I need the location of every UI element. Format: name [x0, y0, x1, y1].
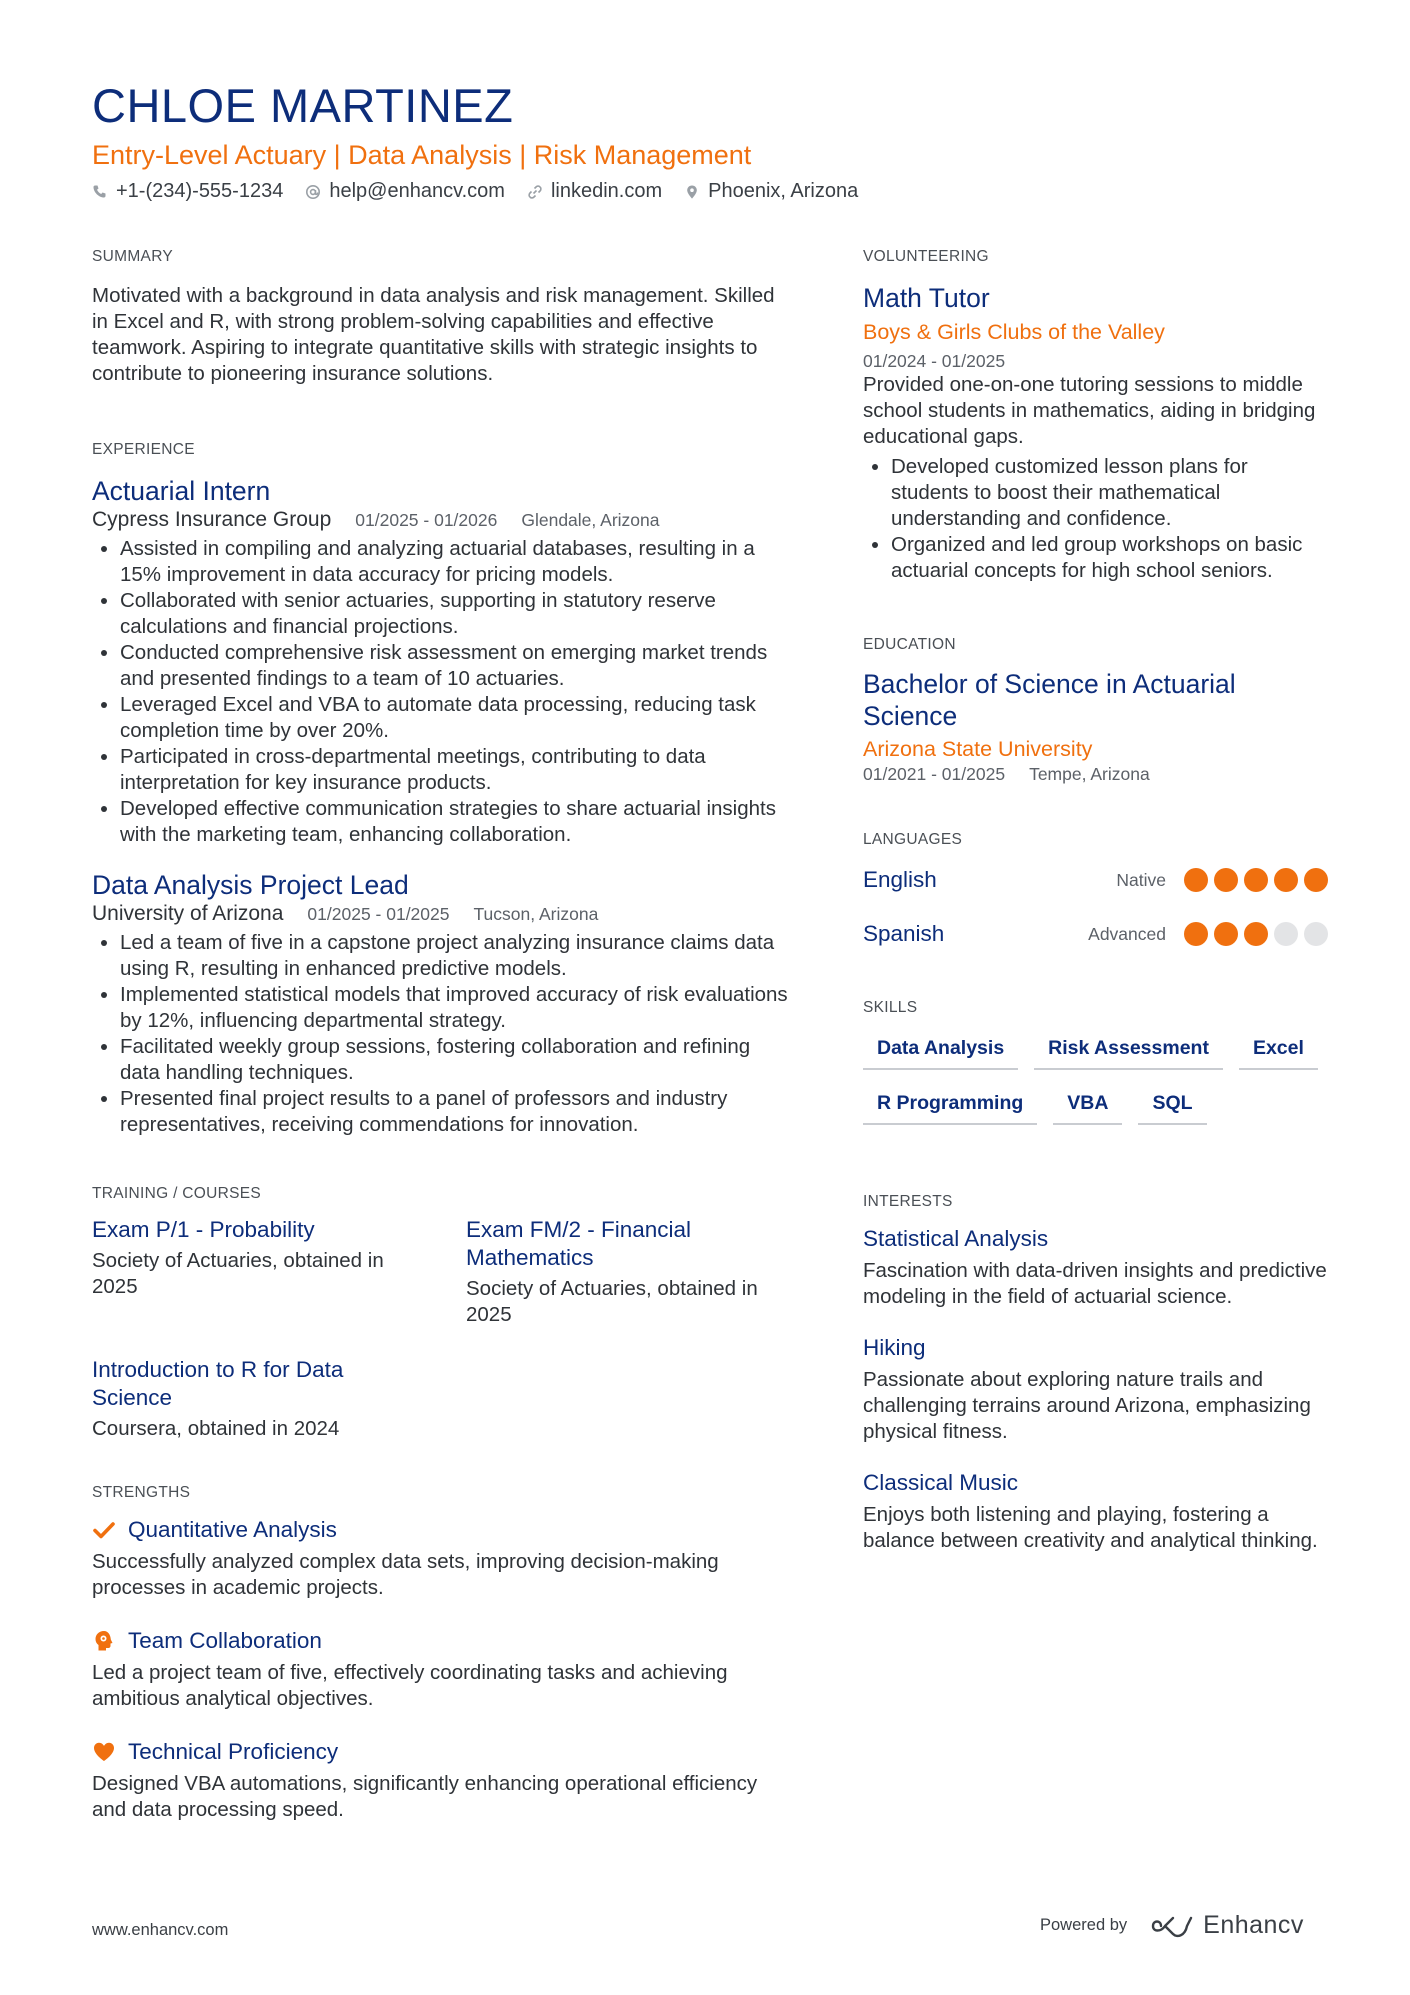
strength-title: Technical Proficiency [128, 1739, 339, 1764]
language-row [863, 853, 1328, 907]
education-degree: Bachelor of Science in Actuarial Science [863, 669, 1236, 731]
volunteer-bullets [863, 454, 1328, 584]
strength-header [92, 1738, 792, 1766]
strength-item [92, 1738, 792, 1823]
strength-desc: Led a project team of five, effectively coordinating tasks and achieving ambitious analytical objectives. [92, 1661, 728, 1710]
language-level: Native [1116, 869, 1166, 890]
contact-email[interactable] [305, 180, 505, 203]
rating-dot-filled [1274, 868, 1298, 892]
strength-header [92, 1627, 792, 1655]
training-grid [92, 1216, 792, 1442]
interest-desc: Enjoys both listening and playing, fostering a balance between creativity and analytical thinking. [863, 1503, 1318, 1552]
footer-website[interactable]: www.enhancv.com [92, 1921, 229, 1939]
job-bullet: • Implemented statistical models that improved accuracy of risk evaluations by 12%, influencing departmental strategy. [120, 982, 792, 1034]
job-dates: 01/2025 - 01/2026 [355, 510, 498, 530]
skill-tag: Excel [1239, 1037, 1318, 1070]
contact-bar [92, 180, 858, 203]
strength-item [92, 1627, 792, 1712]
job-bullets [92, 536, 792, 848]
job-meta-row [92, 902, 792, 926]
job-location: Tucson, Arizona [473, 904, 599, 924]
interest-title: Statistical Analysis [863, 1226, 1049, 1251]
skill-tag: Risk Assessment [1034, 1037, 1223, 1070]
training-desc: Coursera, obtained in 2024 [92, 1417, 340, 1440]
head-icon [92, 1629, 116, 1653]
training-desc: Society of Actuaries, obtained in 2025 [466, 1277, 758, 1326]
rating-dot-filled [1244, 922, 1268, 946]
interest-desc: Fascination with data-driven insights and predictive modeling in the field of actuarial science. [863, 1259, 1327, 1308]
candidate-name: CHLOE MARTINEZ [92, 79, 514, 132]
job-bullet: • Facilitated weekly group sessions, fostering collaboration and refining data handling techniques. [120, 1034, 792, 1086]
strength-desc: Designed VBA automations, significantly enhancing operational efficiency and data processing speed. [92, 1772, 758, 1821]
training-section [92, 1185, 792, 1442]
education-location: Tempe, Arizona [1029, 764, 1150, 784]
contact-location [684, 180, 858, 203]
rating-dot-filled [1184, 922, 1208, 946]
rating-dot-empty [1304, 922, 1328, 946]
job-bullet: • Developed effective communication strategies to share actuarial insights with the marketing team, enhancing collaboration. [120, 796, 792, 848]
location-text: Phoenix, Arizona [708, 180, 859, 202]
interest-item [863, 1225, 1328, 1310]
volunteer-role: Math Tutor [863, 283, 990, 313]
enhancv-logo-icon [1149, 1914, 1195, 1938]
language-name: English [863, 867, 937, 892]
interest-item [863, 1334, 1328, 1445]
skills-section [863, 999, 1328, 1125]
job-meta-row [92, 508, 792, 532]
job-location: Glendale, Arizona [521, 510, 660, 530]
skill-tag: VBA [1053, 1092, 1122, 1125]
training-item [92, 1356, 426, 1442]
job-bullet: • Leveraged Excel and VBA to automate data processing, reducing task completion time by over 20%. [120, 692, 792, 744]
training-title: Introduction to R for Data Science [92, 1357, 344, 1410]
skill-tag: Data Analysis [863, 1037, 1018, 1070]
job-bullet: • Presented final project results to a panel of professors and industry representatives, receiving commendations for innovation. [120, 1086, 792, 1138]
right-column [863, 248, 1328, 1554]
volunteer-desc: Provided one-on-one tutoring sessions to middle school students in mathematics, aiding in bridging educational gaps. [863, 373, 1316, 448]
strength-title: Team Collaboration [128, 1628, 322, 1653]
strength-title: Quantitative Analysis [128, 1517, 337, 1542]
contact-phone [92, 180, 283, 203]
job-bullet: • Conducted comprehensive risk assessment on emerging market trends and presented findings to a team of 10 actuaries. [120, 640, 792, 692]
job-bullet: • Led a team of five in a capstone project analyzing insurance claims data using R, resulting in enhanced predictive models. [120, 930, 792, 982]
education-section [863, 636, 1328, 785]
job-entry [92, 474, 792, 848]
summary-text: Motivated with a background in data analysis and risk management. Skilled in Excel and R, with strong problem-solving capabilities and effective teamwork. Aspiring to integrate quantitative skills with strategic insights to contribute to pioneering insurance solutions. [92, 284, 775, 385]
job-bullet: • Assisted in compiling and analyzing actuarial databases, resulting in a 15% improvement in data accuracy for pricing models. [120, 536, 792, 588]
language-row [863, 907, 1328, 961]
strengths-heading: STRENGTHS [92, 1484, 191, 1501]
rating-dot-empty [1274, 922, 1298, 946]
job-entry [92, 868, 792, 1138]
email-text: help@enhancv.com [329, 180, 505, 202]
education-heading: EDUCATION [863, 636, 956, 653]
at-icon [305, 184, 321, 200]
training-title: Exam P/1 - Probability [92, 1217, 315, 1242]
left-column [92, 248, 792, 1823]
phone-icon [92, 184, 108, 200]
contact-linkedin[interactable] [527, 180, 662, 203]
strengths-section [92, 1484, 792, 1823]
strength-item [92, 1516, 792, 1601]
education-school: Arizona State University [863, 737, 1093, 761]
job-bullets [92, 930, 792, 1138]
location-pin-icon [684, 184, 700, 200]
rating-dot-filled [1214, 922, 1238, 946]
education-meta-row [863, 764, 1328, 785]
job-role: Data Analysis Project Lead [92, 870, 409, 900]
interests-heading: INTERESTS [863, 1193, 953, 1210]
training-desc: Society of Actuaries, obtained in 2025 [92, 1249, 384, 1298]
job-role: Actuarial Intern [92, 476, 271, 506]
brand-name: Enhancv [1203, 1911, 1304, 1939]
interest-item [863, 1469, 1328, 1554]
volunteer-bullet: • Developed customized lesson plans for students to boost their mathematical understanding and confidence. [891, 454, 1328, 532]
powered-by-label: Powered by [1040, 1916, 1128, 1934]
language-level: Advanced [1088, 923, 1166, 944]
training-title: Exam FM/2 - Financial Mathematics [466, 1217, 692, 1270]
job-bullet: • Collaborated with senior actuaries, supporting in statutory reserve calculations and financial projections. [120, 588, 792, 640]
volunteering-section [863, 248, 1328, 584]
candidate-title: Entry-Level Actuary | Data Analysis | Risk Management [92, 140, 752, 170]
experience-section [92, 441, 792, 1138]
language-rating [1184, 922, 1328, 946]
interests-section [863, 1193, 1328, 1554]
volunteer-dates: 01/2024 - 01/2025 [863, 351, 1006, 371]
volunteer-bullet: • Organized and led group workshops on basic actuarial concepts for high school seniors. [891, 532, 1328, 584]
skills-heading: SKILLS [863, 999, 918, 1016]
training-item [92, 1216, 426, 1328]
footer-branding [1040, 1911, 1304, 1940]
phone-text: +1-(234)-555-1234 [116, 180, 284, 202]
link-icon [527, 184, 543, 200]
job-company: University of Arizona [92, 902, 284, 925]
strength-header [92, 1516, 792, 1544]
training-heading: TRAINING / COURSES [92, 1185, 262, 1202]
experience-heading: EXPERIENCE [92, 441, 195, 458]
job-dates: 01/2025 - 01/2025 [307, 904, 450, 924]
interest-title: Hiking [863, 1335, 926, 1360]
rating-dot-filled [1214, 868, 1238, 892]
job-company: Cypress Insurance Group [92, 508, 332, 531]
heart-icon [92, 1740, 116, 1764]
interest-title: Classical Music [863, 1470, 1019, 1495]
rating-dot-filled [1184, 868, 1208, 892]
skill-tag: R Programming [863, 1092, 1037, 1125]
volunteer-org: Boys & Girls Clubs of the Valley [863, 320, 1165, 344]
summary-heading: SUMMARY [92, 248, 174, 265]
skills-list [863, 1037, 1328, 1125]
language-rating [1184, 868, 1328, 892]
language-name: Spanish [863, 921, 945, 946]
linkedin-text: linkedin.com [550, 180, 663, 202]
training-item [466, 1216, 800, 1328]
rating-dot-filled [1244, 868, 1268, 892]
summary-section [92, 248, 792, 387]
skill-tag: SQL [1138, 1092, 1206, 1125]
enhancv-logo[interactable] [1149, 1911, 1304, 1940]
job-bullet: • Participated in cross-departmental meetings, contributing to data interpretation for key insurance products. [120, 744, 792, 796]
volunteering-heading: VOLUNTEERING [863, 248, 989, 265]
languages-section [863, 831, 1328, 961]
interest-desc: Passionate about exploring nature trails and challenging terrains around Arizona, emphasizing physical fitness. [863, 1368, 1311, 1443]
education-dates: 01/2021 - 01/2025 [863, 764, 1006, 784]
languages-heading: LANGUAGES [863, 831, 963, 848]
rating-dot-filled [1304, 868, 1328, 892]
strength-desc: Successfully analyzed complex data sets, improving decision-making processes in academic projects. [92, 1550, 719, 1599]
check-icon [92, 1518, 116, 1542]
